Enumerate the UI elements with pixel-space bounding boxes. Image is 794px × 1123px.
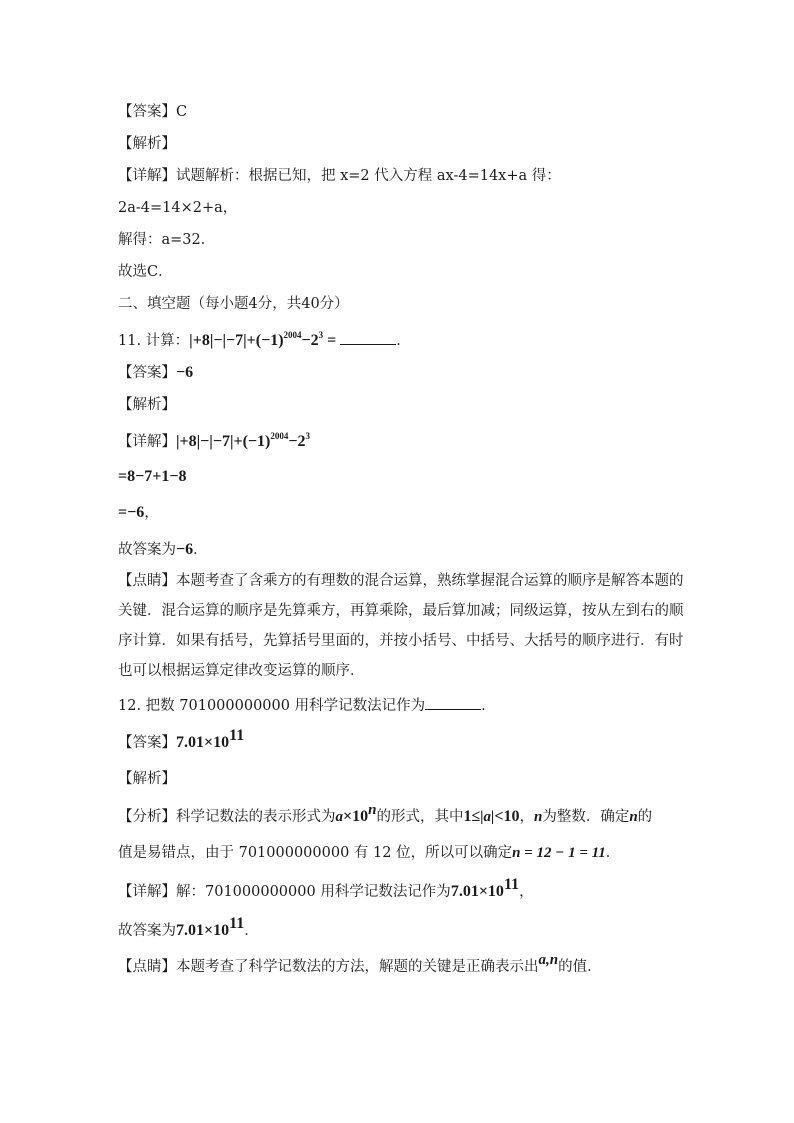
question-11-stem: 11. 计算：$|+8|-|-7|+(-1)^{2004}-2^3$ = ． — [118, 330, 411, 349]
answer-tag: 【答案】 — [118, 104, 176, 120]
fenxi-line: 【分析】科学记数法的表示形式为$a\times 10^n$的形式，其中1≤|a|<10，n为整数．确定n的 — [118, 802, 653, 825]
answer-line: 【答案】$7.01\times 10^{11}$ — [118, 727, 245, 751]
remark-line: 序计算．如果有括号，先算括号里面的，并按小括号、中括号、大括号的顺序进行．有时 — [118, 633, 684, 649]
answer-value: C — [176, 104, 188, 120]
section-heading: 二、填空题（每小题4分，共40分） — [118, 296, 349, 312]
detail-line: 【详解】解：701000000000 用科学记数法记作为$7.01\times 10^{11}$， — [118, 876, 534, 900]
fenxi-line: 值是易错点，由于 701000000000 有 12 位，所以可以确定n = 12 − 1 = 11． — [118, 845, 621, 861]
answer-line: 【答案】−6 — [118, 364, 194, 381]
detail-line: 【详解】$|+8|-|-7|+(-1)^{2004}-2^3$ — [118, 431, 310, 450]
answer-line — [118, 102, 187, 122]
analysis-tag: 【解析】 — [118, 136, 176, 152]
conclusion-line: 故选C． — [118, 264, 173, 280]
remark-line: 关键．混合运算的顺序是先算乘方，再算乘除，最后算加减；同级运算，按从左到右的顺 — [118, 603, 684, 619]
answer-blank — [340, 332, 396, 345]
solution-result: 解得：a=32． — [118, 232, 216, 248]
remark-line: 【点睛】本题考查了含乘方的有理数的混合运算，熟练掌握混合运算的顺序是解答本题的 — [118, 573, 684, 589]
analysis-tag: 【解析】 — [118, 397, 176, 413]
conclusion-line: 故答案为−6． — [118, 541, 208, 558]
expression: $|+8|-|-7|+(-1)^{2004}-2^3$ = — [189, 330, 337, 349]
solution-step: =8−7+1−8 — [118, 468, 187, 485]
remark-line: 也可以根据运算定律改变运算的顺序． — [118, 663, 365, 679]
answer-blank — [425, 697, 481, 710]
expression: $|+8|-|-7|+(-1)^{2004}-2^3$ — [176, 431, 310, 450]
remark-line: 【点睛】本题考查了科学记数法的方法，解题的关键是正确表示出$^{a,n}$的值． — [118, 952, 602, 975]
conclusion-line: 故答案为$7.01\times 10^{11}$． — [118, 915, 259, 939]
detail-line: 【详解】试题解析：根据已知，把 x=2 代入方程 ax-4=14x+a 得： — [118, 168, 561, 184]
solution-step: 2a-4=14×2+a， — [118, 200, 238, 216]
question-12-stem: 12. 把数 701000000000 用科学记数法记作为 ． — [118, 698, 496, 714]
solution-result: =−6， — [118, 504, 159, 521]
analysis-tag: 【解析】 — [118, 771, 176, 787]
